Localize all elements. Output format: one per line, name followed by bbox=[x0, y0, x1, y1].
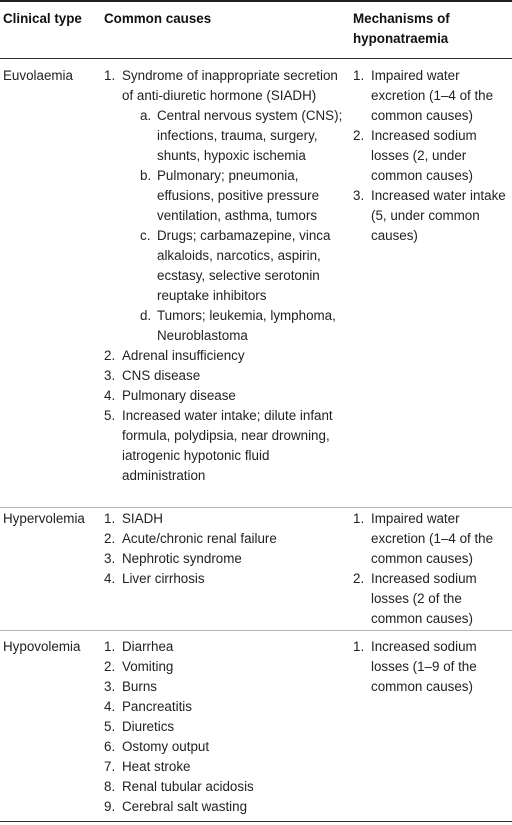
item-number: 3. bbox=[104, 368, 116, 383]
item-text: Renal tubular acidosis bbox=[122, 779, 254, 794]
item-text: Increased water intake; dilute infant formula, polydipsia, near drowning, iatrogenic hypotonic fluid administration bbox=[122, 408, 333, 483]
row-euvolaemia-causes bbox=[104, 66, 344, 486]
item-text: Central nervous system (CNS); infections, trauma, surgery, shunts, hypoxic ischemia bbox=[157, 108, 343, 163]
row-hypovolemia-causes bbox=[104, 637, 344, 817]
list-item bbox=[140, 306, 344, 346]
list-item bbox=[104, 677, 344, 697]
item-number: 4. bbox=[104, 699, 116, 714]
list-item bbox=[104, 406, 344, 486]
list-item bbox=[104, 737, 344, 757]
item-text: Impaired water excretion (1–4 of the common causes) bbox=[371, 68, 494, 123]
item-number: 4. bbox=[104, 571, 116, 586]
row-hypovolemia-type: Hypovolemia bbox=[3, 639, 81, 654]
sub-list bbox=[122, 106, 344, 346]
list-item bbox=[104, 346, 344, 366]
item-text: Pulmonary; pneumonia, effusions, positive pressure ventilation, asthma, tumors bbox=[157, 168, 320, 223]
row-hypervolemia-causes bbox=[104, 509, 344, 589]
row-euvolaemia-mechanisms bbox=[353, 66, 511, 246]
item-text: SIADH bbox=[122, 511, 163, 526]
item-text: Diuretics bbox=[122, 719, 175, 734]
item-text: Liver cirrhosis bbox=[122, 571, 205, 586]
item-text: Burns bbox=[122, 679, 157, 694]
item-letter: b. bbox=[140, 168, 152, 183]
item-letter: a. bbox=[140, 108, 152, 123]
list-item bbox=[104, 637, 344, 657]
item-number: 7. bbox=[104, 759, 116, 774]
list-item bbox=[353, 509, 511, 569]
item-text: Syndrome of inappropriate secretion of anti-diuretic hormone (SIADH) bbox=[122, 68, 338, 103]
item-number: 1. bbox=[353, 639, 365, 654]
item-number: 4. bbox=[104, 388, 116, 403]
header-mechanisms: Mechanisms of hyponatraemia bbox=[353, 11, 450, 46]
item-letter: d. bbox=[140, 308, 152, 323]
list-item bbox=[104, 509, 344, 529]
item-number: 1. bbox=[104, 511, 116, 526]
item-number: 2. bbox=[104, 531, 116, 546]
item-number: 2. bbox=[353, 128, 365, 143]
header-rule bbox=[0, 58, 512, 59]
row-euvolaemia-type: Euvolaemia bbox=[3, 68, 73, 83]
item-number: 3. bbox=[104, 551, 116, 566]
item-text: Ostomy output bbox=[122, 739, 210, 754]
item-number: 8. bbox=[104, 779, 116, 794]
item-text: Tumors; leukemia, lymphoma, Neuroblastoma bbox=[157, 308, 336, 343]
item-text: Increased sodium losses (2, under common causes) bbox=[371, 128, 477, 183]
item-number: 3. bbox=[353, 188, 365, 203]
list-item bbox=[104, 366, 344, 386]
item-text: Increased sodium losses (2 of the common causes) bbox=[371, 571, 477, 626]
item-number: 3. bbox=[104, 679, 116, 694]
list-item bbox=[353, 186, 511, 246]
item-number: 6. bbox=[104, 739, 116, 754]
list-item bbox=[104, 777, 344, 797]
row-hypovolemia-mechanisms bbox=[353, 637, 511, 697]
row-hypervolemia-mechanisms bbox=[353, 509, 511, 629]
item-number: 2. bbox=[104, 659, 116, 674]
list-item bbox=[104, 757, 344, 777]
list-item bbox=[104, 657, 344, 677]
item-text: Impaired water excretion (1–4 of the common causes) bbox=[371, 511, 494, 566]
list-item bbox=[104, 697, 344, 717]
list-item bbox=[140, 106, 344, 166]
list-item bbox=[353, 126, 511, 186]
item-number: 5. bbox=[104, 408, 116, 423]
header-clinical-type: Clinical type bbox=[3, 11, 82, 26]
item-letter: c. bbox=[140, 228, 151, 243]
item-text: Pulmonary disease bbox=[122, 388, 236, 403]
item-number: 1. bbox=[104, 68, 116, 83]
item-text: Cerebral salt wasting bbox=[122, 799, 248, 814]
item-number: 1. bbox=[353, 68, 365, 83]
item-text: Heat stroke bbox=[122, 759, 191, 774]
list-item bbox=[104, 717, 344, 737]
item-number: 2. bbox=[353, 571, 365, 586]
table-top-rule bbox=[0, 0, 512, 2]
list-item bbox=[104, 549, 344, 569]
list-item bbox=[104, 797, 344, 817]
item-text: Diarrhea bbox=[122, 639, 174, 654]
item-number: 9. bbox=[104, 799, 116, 814]
list-item bbox=[353, 637, 511, 697]
item-text: Nephrotic syndrome bbox=[122, 551, 242, 566]
item-text: Drugs; carbamazepine, vinca alkaloids, narcotics, aspirin, ecstasy, selective serotonin reuptake inhibitors bbox=[157, 228, 331, 303]
list-item bbox=[104, 66, 344, 346]
row-divider bbox=[0, 507, 512, 508]
item-number: 2. bbox=[104, 348, 116, 363]
item-text: Pancreatitis bbox=[122, 699, 192, 714]
table-bottom-rule bbox=[0, 821, 512, 822]
item-number: 1. bbox=[353, 511, 365, 526]
list-item bbox=[140, 226, 344, 306]
item-text: Acute/chronic renal failure bbox=[122, 531, 277, 546]
list-item bbox=[140, 166, 344, 226]
item-number: 1. bbox=[104, 639, 116, 654]
item-text: Adrenal insufficiency bbox=[122, 348, 245, 363]
item-text: Increased sodium losses (1–9 of the common causes) bbox=[371, 639, 477, 694]
list-item bbox=[104, 386, 344, 406]
list-item bbox=[104, 529, 344, 549]
header-common-causes: Common causes bbox=[104, 11, 212, 26]
list-item bbox=[353, 569, 511, 629]
item-text: Increased water intake (5, under common causes) bbox=[371, 188, 506, 243]
list-item bbox=[104, 569, 344, 589]
row-divider bbox=[0, 630, 512, 631]
item-number: 5. bbox=[104, 719, 116, 734]
list-item bbox=[353, 66, 511, 126]
item-text: Vomiting bbox=[122, 659, 174, 674]
item-text: CNS disease bbox=[122, 368, 201, 383]
row-hypervolemia-type: Hypervolemia bbox=[3, 511, 85, 526]
